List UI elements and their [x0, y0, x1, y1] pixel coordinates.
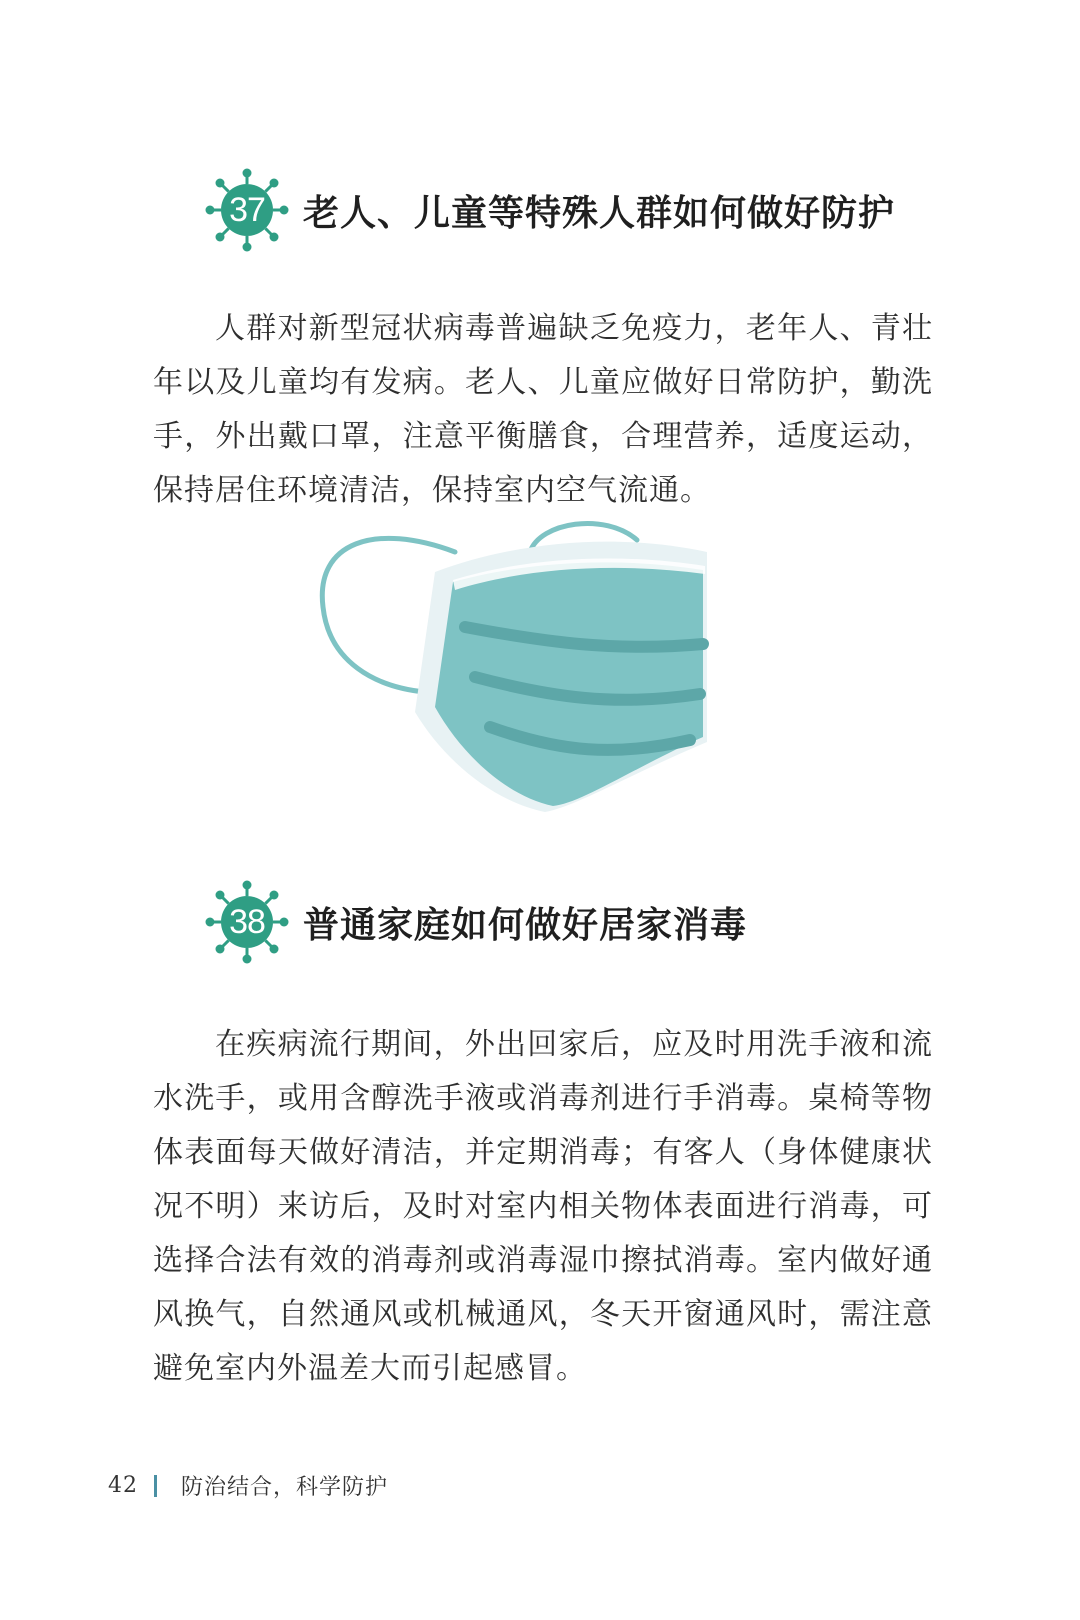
section-title: 普通家庭如何做好居家消毒 [303, 904, 748, 946]
section-heading-37 [205, 168, 895, 252]
section-title: 老人、儿童等特殊人群如何做好防护 [303, 192, 896, 234]
face-mask-icon [315, 512, 715, 816]
section-number: 37 [229, 190, 265, 229]
virus-icon [205, 880, 289, 964]
virus-icon [205, 168, 289, 252]
section-number: 38 [229, 902, 265, 941]
running-title: 防治结合，科学防护 [181, 1475, 389, 1500]
footer-divider [154, 1475, 157, 1497]
section-body: 人群对新型冠状病毒普遍缺乏免疫力，老年人、青壮年以及儿童均有发病。老人、儿童应做好日常防护，勤洗手，外出戴口罩，注意平衡膳食，合理营养，适度运动，保持居住环境清洁，保持室内空气流通。 [153, 311, 933, 508]
page-number: 42 [108, 1473, 138, 1498]
section-heading-38 [205, 880, 747, 964]
section-body: 在疾病流行期间，外出回家后，应及时用洗手液和流水洗手，或用含醇洗手液或消毒剂进行手消毒。桌椅等物体表面每天做好清洁，并定期消毒；有客人（身体健康状况不明）来访后，及时对室内相关物体表面进行消毒，可选择合法有效的消毒剂或消毒湿巾擦拭消毒。室内做好通风换气，自然通风或机械通风，冬天开窗通风时，需注意避免室内外温差大而引起感冒。 [153, 1027, 933, 1386]
page-footer [108, 1470, 388, 1501]
